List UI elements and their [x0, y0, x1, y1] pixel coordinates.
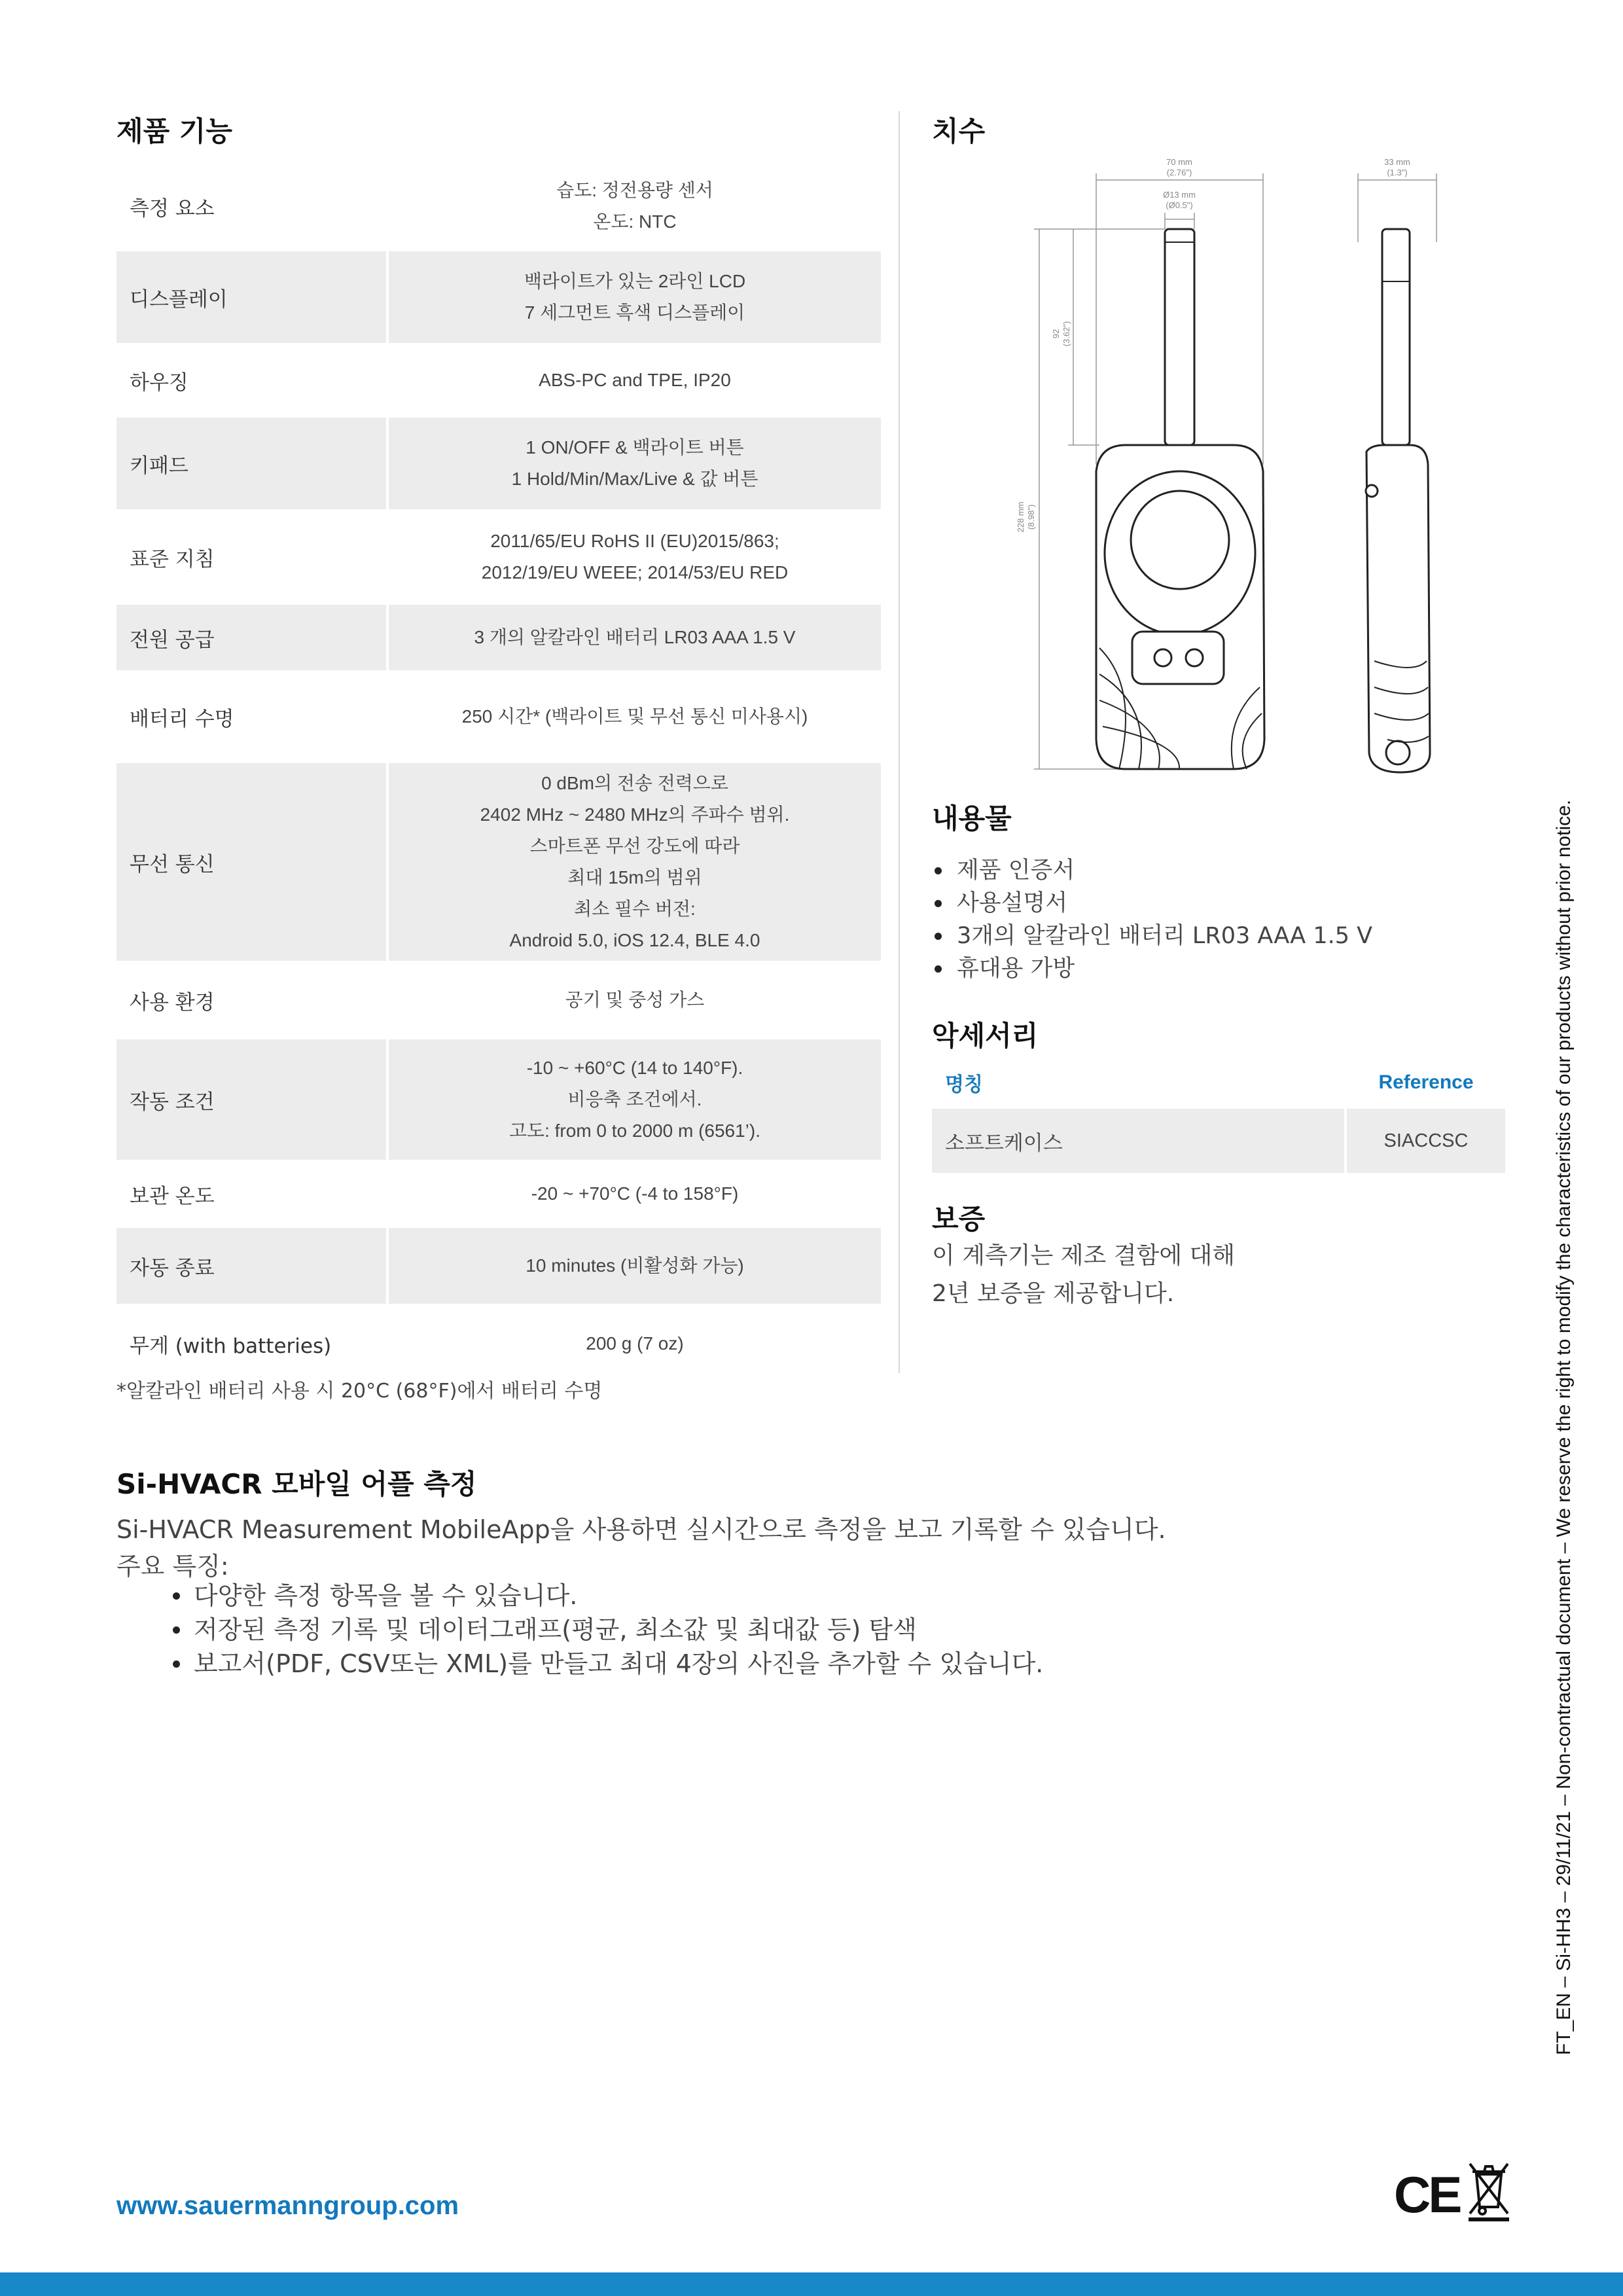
website-link[interactable]: www.sauermanngroup.com	[116, 2191, 459, 2220]
spec-value	[389, 1039, 881, 1160]
accessory-name: 소프트케이스	[932, 1109, 1344, 1173]
spec-value-line: 습도: 정전용량 센서	[556, 180, 713, 200]
spec-row	[116, 251, 881, 343]
accessories-heading: 악세서리	[932, 1020, 1039, 1052]
spec-value	[389, 1162, 881, 1225]
spec-row	[116, 512, 881, 602]
probe-shape	[1165, 229, 1194, 445]
features-heading: 제품 기능	[116, 115, 232, 147]
dim-height-label: 228 mm	[1016, 501, 1026, 533]
list-item: 저장된 측정 기록 및 데이터그래프(평균, 최소값 및 최대값 등) 탐색	[168, 1613, 1476, 1647]
app-features-label: 주요 특징:	[116, 1552, 229, 1581]
spec-row	[116, 605, 881, 670]
spec-label: 전원 공급	[116, 605, 386, 670]
spec-value-line: 1 ON/OFF & 백라이트 버튼	[526, 437, 744, 457]
spec-label: 키패드	[116, 418, 386, 509]
spec-value-line: 최대 15m의 범위	[567, 867, 702, 888]
dimension-drawing	[1008, 151, 1453, 779]
dim-probe-label: Ø13 mm	[1163, 190, 1196, 200]
list-item: 사용설명서	[932, 887, 1521, 920]
accessory-reference: SIACCSC	[1347, 1109, 1505, 1173]
warranty-line: 2년 보증을 제공합니다.	[932, 1280, 1175, 1307]
dim-probe-length-inch-label: (3.62")	[1061, 321, 1071, 347]
spec-value	[389, 763, 881, 961]
dim-depth-inch-label: (1.3")	[1387, 168, 1408, 177]
spec-value	[389, 1228, 881, 1304]
side-disclaimer: FT_EN – Si-HH3 – 29/11/21 – Non-contractual document – We reserve the right to modify the characteristics of our products without prior notice.	[1553, 799, 1575, 2055]
spec-row	[116, 1039, 881, 1160]
spec-value	[389, 673, 881, 761]
spec-value-line: 스마트폰 무선 강도에 따라	[529, 836, 740, 856]
spec-label: 작동 조건	[116, 1039, 386, 1160]
spec-value-line: -20 ~ +70°C (-4 to 158°F)	[531, 1183, 739, 1204]
warranty-text	[932, 1237, 1235, 1313]
spec-value-line: 백라이트가 있는 2라인 LCD	[524, 271, 746, 291]
spec-label: 측정 요소	[130, 196, 215, 221]
spec-row	[116, 1162, 881, 1225]
spec-value-line: 1 Hold/Min/Max/Live & 값 버튼	[511, 469, 758, 489]
app-heading: Si-HVACR 모바일 어플 측정	[116, 1468, 477, 1500]
spec-value-line: 2012/19/EU WEEE; 2014/53/EU RED	[481, 562, 789, 583]
spec-value	[389, 346, 881, 415]
dim-probe-length-label: 92	[1051, 329, 1061, 339]
list-item: 3개의 알칼라인 배터리 LR03 AAA 1.5 V	[932, 920, 1521, 952]
spec-row	[116, 346, 881, 415]
spec-label: 무선 통신	[116, 763, 386, 961]
list-item: 보고서(PDF, CSV또는 XML)를 만들고 최대 4장의 사진을 추가할 수 있습니다.	[168, 1647, 1476, 1681]
spec-value-line: -10 ~ +60°C (14 to 140°F).	[526, 1058, 743, 1078]
app-intro: Si-HVACR Measurement MobileApp을 사용하면 실시간으로 측정을 보고 기록할 수 있습니다.	[116, 1515, 1166, 1544]
spec-label: 디스플레이	[116, 251, 386, 343]
spec-value-line: 0 dBm의 전송 전력으로	[541, 773, 728, 793]
spec-value	[389, 512, 881, 602]
spec-value-line: 3 개의 알칼라인 배터리 LR03 AAA 1.5 V	[474, 627, 796, 647]
spec-value-line: 최소 필수 버전:	[574, 899, 696, 919]
dimensions-heading: 치수	[932, 115, 986, 147]
contents-heading: 내용물	[932, 802, 1012, 834]
spec-value-line: 고도: from 0 to 2000 m (6561’).	[508, 1121, 761, 1141]
app-features-list	[168, 1579, 1476, 1681]
spec-value-line: 2402 MHz ~ 2480 MHz의 주파수 범위.	[480, 804, 790, 825]
spec-label: 사용 환경	[130, 990, 215, 1014]
spec-value-line: ABS-PC and TPE, IP20	[539, 370, 731, 390]
spec-value-line: 2011/65/EU RoHS II (EU)2015/863;	[490, 531, 779, 551]
column-divider	[899, 111, 900, 1373]
weee-bin-icon	[1466, 2160, 1512, 2223]
ce-mark-icon: CE	[1394, 2166, 1460, 2223]
spec-row	[116, 418, 881, 509]
spec-value-line: Android 5.0, iOS 12.4, BLE 4.0	[509, 930, 760, 950]
warranty-heading: 보증	[932, 1203, 986, 1235]
spec-label: 하우징	[130, 370, 188, 395]
table-row	[932, 1109, 1505, 1173]
spec-value-line: 250 시간* (백라이트 및 무선 통신 미사용시)	[461, 706, 808, 726]
dim-height-inch-label: (8.98")	[1026, 504, 1036, 530]
spec-value	[389, 963, 881, 1037]
spec-label: 표준 지침	[130, 547, 215, 571]
spec-value	[389, 251, 881, 343]
accessories-header-row	[932, 1060, 1505, 1105]
spec-value	[389, 605, 881, 670]
spec-value	[389, 1306, 881, 1381]
spec-row	[116, 1306, 881, 1381]
list-item: 휴대용 가방	[932, 952, 1521, 985]
spec-row	[116, 963, 881, 1037]
spec-label: 무게 (with batteries)	[130, 1334, 332, 1358]
warranty-line: 이 계측기는 제조 결함에 대해	[932, 1242, 1236, 1269]
spec-row	[116, 763, 881, 961]
dim-probe-inch-label: (Ø0.5")	[1166, 200, 1193, 210]
footnote: *알칼라인 배터리 사용 시 20°C (68°F)에서 배터리 수명	[116, 1380, 603, 1403]
contents-list	[932, 854, 1521, 985]
certification-marks	[1394, 2160, 1512, 2225]
list-item: 제품 인증서	[932, 854, 1521, 887]
spec-value	[389, 418, 881, 509]
col-reference-header: Reference	[1378, 1071, 1474, 1093]
footer-accent-bar	[0, 2272, 1623, 2296]
dim-depth-label: 33 mm	[1384, 157, 1410, 167]
spec-label: 보관 온도	[130, 1184, 215, 1208]
spec-value-line: 10 minutes (비활성화 가능)	[526, 1255, 744, 1276]
accessories-table	[932, 1060, 1505, 1173]
spec-value	[389, 164, 881, 249]
col-name-header: 명칭	[945, 1073, 983, 1096]
spec-row	[116, 164, 881, 249]
spec-value-line: 200 g (7 oz)	[586, 1333, 684, 1354]
spec-value-line: 비응축 조건에서.	[567, 1089, 702, 1109]
spec-value-line: 7 세그먼트 흑색 디스플레이	[524, 302, 745, 323]
spec-table	[116, 164, 881, 1384]
spec-label: 배터리 수명	[130, 707, 234, 731]
dim-width-label: 70 mm	[1166, 157, 1192, 167]
spec-value-line: 온도: NTC	[593, 211, 677, 232]
spec-label: 자동 종료	[116, 1228, 386, 1304]
spec-row	[116, 1228, 881, 1304]
spec-value-line: 공기 및 중성 가스	[565, 990, 705, 1010]
spec-row	[116, 673, 881, 761]
dim-width-inch-label: (2.76")	[1166, 168, 1192, 177]
list-item: 다양한 측정 항목을 볼 수 있습니다.	[168, 1579, 1476, 1613]
